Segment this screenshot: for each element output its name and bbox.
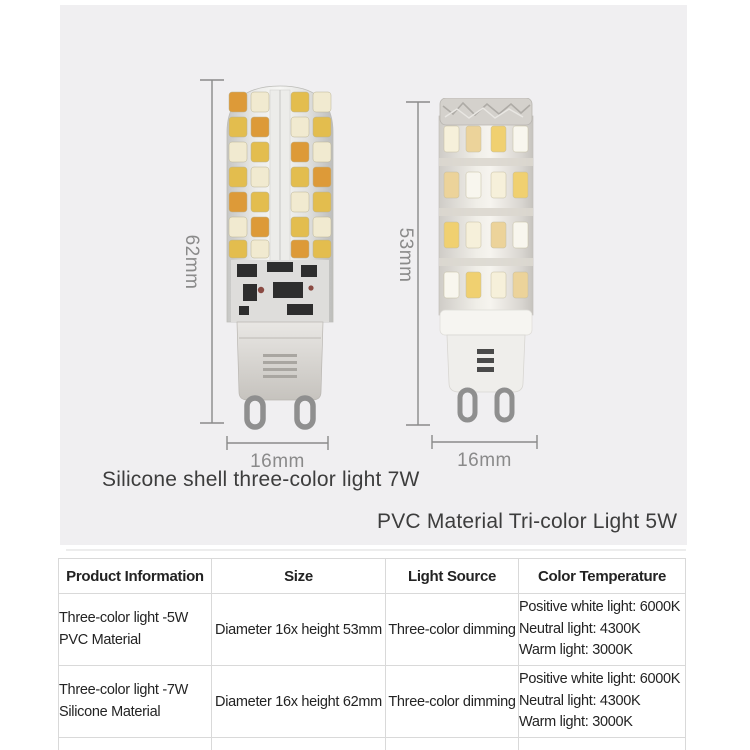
table-row-5w-pvc bbox=[59, 594, 686, 666]
color-temp-line: Positive white light: 6000K bbox=[519, 598, 681, 615]
separator-line bbox=[66, 549, 686, 551]
color-temp-line: Warm light: 3000K bbox=[519, 642, 633, 659]
dimension-lines bbox=[60, 5, 687, 545]
pvc-bulb-illustration bbox=[437, 98, 535, 423]
header-size: Size bbox=[212, 559, 386, 594]
silicone-bulb-illustration bbox=[225, 82, 335, 430]
product-line: PVC Material bbox=[59, 631, 141, 648]
table-row-7w-silicone bbox=[59, 666, 686, 738]
color-temp-line: Neutral light: 4300K bbox=[519, 692, 641, 709]
cell-color-temperature-7w bbox=[519, 666, 686, 738]
empty-cell bbox=[386, 738, 519, 750]
color-temp-line: Positive white light: 6000K bbox=[519, 670, 681, 687]
header-light-source: Light Source bbox=[386, 559, 519, 594]
right-bulb-height-label: 53mm bbox=[395, 227, 416, 283]
product-line: Silicone Material bbox=[59, 703, 161, 720]
left-bulb-width-label: 16mm bbox=[250, 451, 305, 472]
spec-table-header-row bbox=[59, 559, 686, 594]
empty-cell bbox=[519, 738, 686, 750]
empty-cell bbox=[212, 738, 386, 750]
left-bulb-height-label: 62mm bbox=[181, 234, 202, 290]
cell-light-source-7w: Three-color dimming bbox=[386, 666, 519, 738]
cell-size-7w: Diameter 16x height 62mm bbox=[212, 666, 386, 738]
cell-light-source-5w: Three-color dimming bbox=[386, 594, 519, 666]
product-line: Three-color light -5W bbox=[59, 610, 189, 627]
color-temp-line: Neutral light: 4300K bbox=[519, 620, 641, 637]
color-temp-line: Warm light: 3000K bbox=[519, 714, 633, 731]
header-product-information: Product Information bbox=[59, 559, 212, 594]
product-photo-area bbox=[60, 5, 687, 545]
cell-product-5w bbox=[59, 594, 212, 666]
empty-cell bbox=[59, 738, 212, 750]
cell-color-temperature-5w bbox=[519, 594, 686, 666]
pvc-bulb-caption: PVC Material Tri-color Light 5W bbox=[377, 510, 678, 533]
cell-product-7w bbox=[59, 666, 212, 738]
right-bulb-width-label: 16mm bbox=[457, 450, 512, 471]
table-row-partial bbox=[59, 738, 686, 750]
cell-size-5w: Diameter 16x height 53mm bbox=[212, 594, 386, 666]
header-color-temperature: Color Temperature bbox=[519, 559, 686, 594]
spec-table bbox=[58, 558, 686, 750]
silicone-bulb-caption: Silicone shell three-color light 7W bbox=[102, 468, 420, 491]
product-line: Three-color light -7W bbox=[59, 682, 189, 699]
